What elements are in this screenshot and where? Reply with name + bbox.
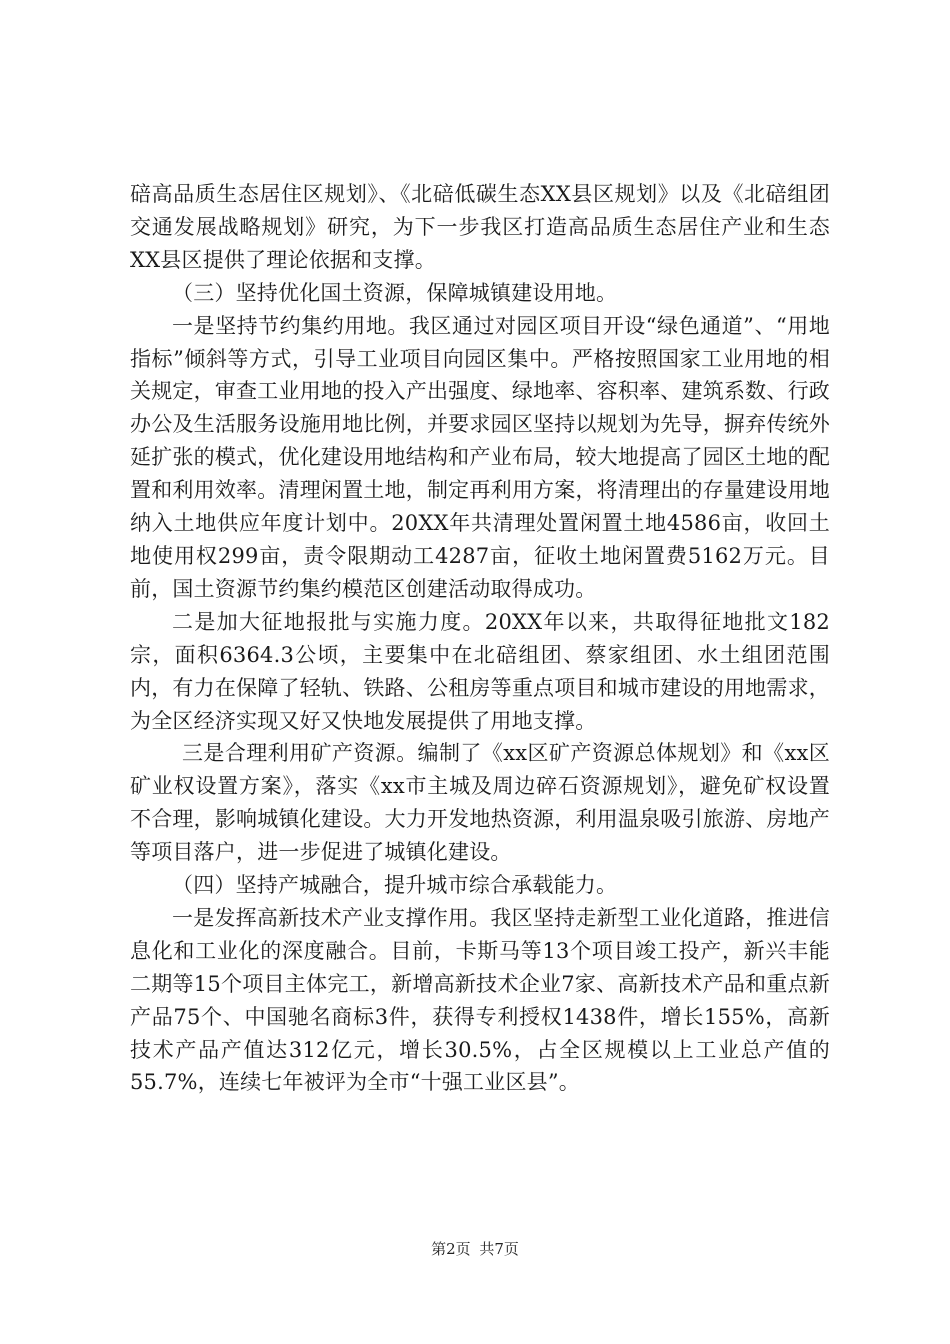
section-heading-industry-city: （四）坚持产城融合，提升城市综合承载能力。 (172, 873, 618, 898)
document-body (130, 178, 830, 1099)
page-total: 共7页 (479, 1240, 519, 1258)
page-footer (0, 1238, 950, 1259)
section-heading-land-resources: （三）坚持优化国土资源，保障城镇建设用地。 (172, 280, 618, 305)
paragraph-plan-continuation: 碚高品质生态居住区规划》、《北碚低碳生态XX县区规划》以及《北碚组团交通发展战略规划》研究，为下一步我区打造高品质生态居住产业和生态XX县区提供了理论依据和支撑。 (130, 182, 830, 272)
paragraph-mineral-resources: 三是合理利用矿产资源。编制了《xx区矿产资源总体规划》和《xx区矿业权设置方案》，落实《xx市主城及周边碎石资源规划》，避免矿权设置不合理，影响城镇化建设。大力开发地热资源，利用温泉吸引旅游、房地产等项目落户，进一步促进了城镇化建设。 (130, 741, 830, 865)
paragraph-intensive-land-use: 一是坚持节约集约用地。我区通过对园区项目开设“绿色通道”、“用地指标”倾斜等方式，引导工业项目向园区集中。严格按照国家工业用地的相关规定，审查工业用地的投入产出强度、绿地率、容积率、建筑系数、行政办公及生活服务设施用地比例，并要求园区坚持以规划为先导，摒弃传统外延扩张的模式，优化建设用地结构和产业布局，较大地提高了园区土地的配置和利用效率。清理闲置土地，制定再利用方案，将清理出的存量建设用地纳入土地供应年度计划中。20XX年共清理处置闲置土地4586亩，收回土地使用权299亩，责令限期动工4287亩，征收土地闲置费5162万元。目前，国土资源节约集约模范区创建活动取得成功。 (130, 313, 830, 601)
page-number: 第2页 (431, 1240, 471, 1258)
paragraph-land-approval: 二是加大征地报批与实施力度。20XX年以来，共取得征地批文182宗，面积6364.3公顷，主要集中在北碚组团、蔡家组团、水土组团范围内，有力在保障了轻轨、铁路、公租房等重点项目和城市建设的用地需求，为全区经济实现又好又快地发展提供了用地支撑。 (130, 609, 830, 733)
paragraph-high-tech-industry: 一是发挥高新技术产业支撑作用。我区坚持走新型工业化道路，推进信息化和工业化的深度融合。目前，卡斯马等13个项目竣工投产，新兴丰能二期等15个项目主体完工，新增高新技术企业7家、高新技术产品和重点新产品75个、中国驰名商标3件，获得专利授权1438件，增长155%，高新技术产品产值达312亿元，增长30.5%，占全区规模以上工业总产值的55.7%，连续七年被评为全市“十强工业区县”。 (130, 905, 830, 1095)
